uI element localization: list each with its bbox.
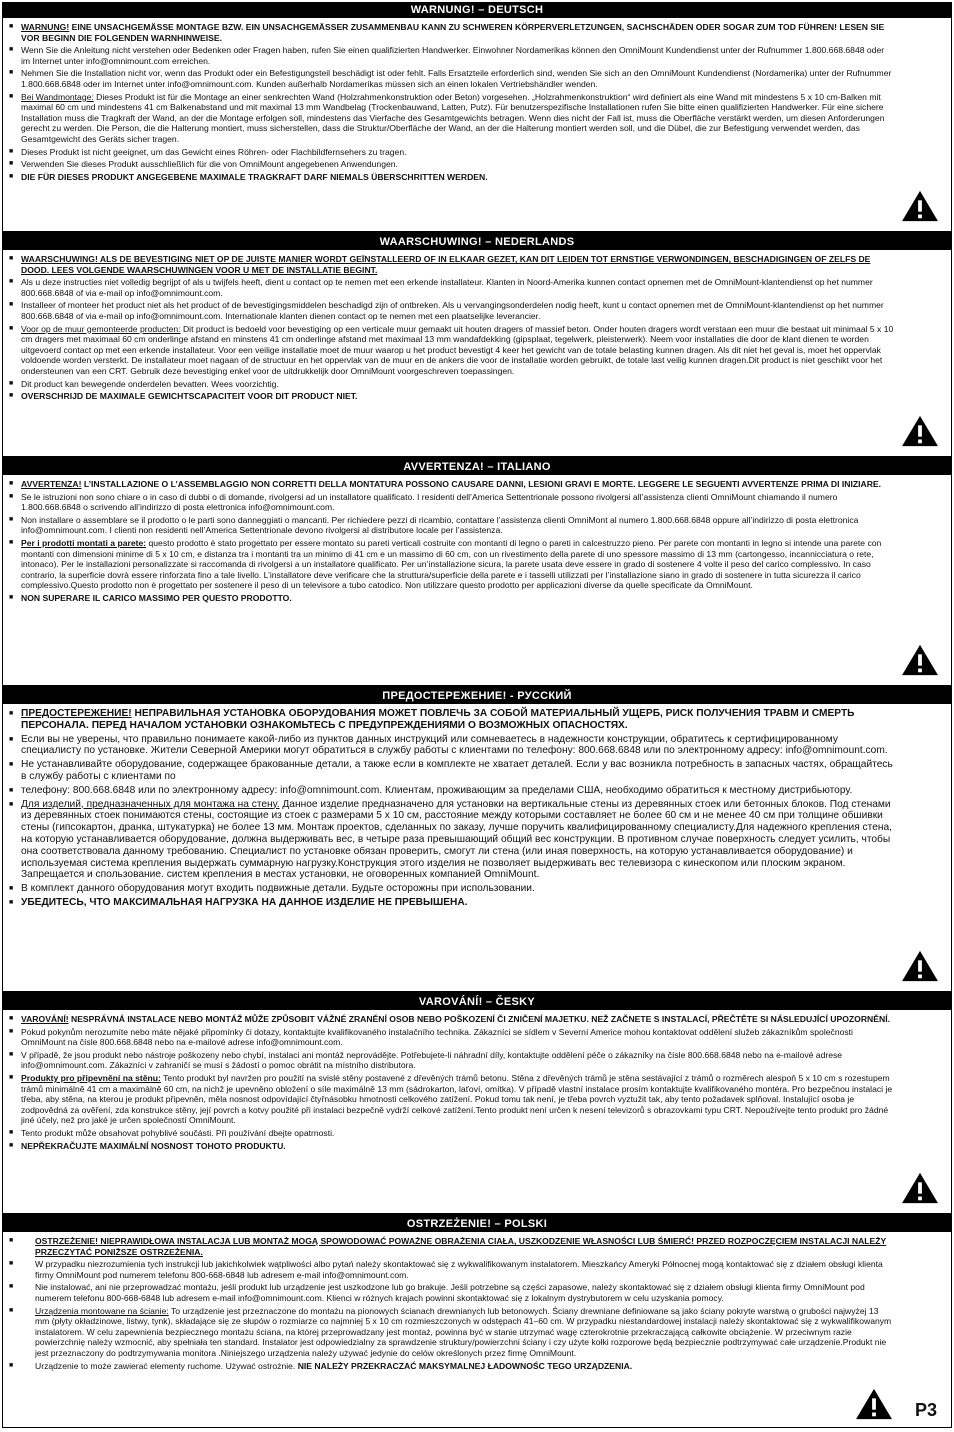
section-russian (3, 689, 951, 995)
warning-triangle-icon (899, 189, 941, 223)
list-item (9, 1014, 895, 1025)
warning-list (3, 704, 951, 913)
warning-text: NESPRÁVNÁ INSTALACE NEBO MONTÁŽ MŮŽE ZPŮSOBIT VÁŽNÉ ZRANĚNÍ OSOB NEBO POŠKOZENÍ ČI ZNIČENÍ MAJETKU. NEŽ ZAČNETE S INSTALACÍ, PŘEČTĚTE SI NÁSLEDUJÍCÍ UPOZORNĚNÍ. (68, 1014, 890, 1024)
list-item (9, 92, 895, 145)
list-item: ■ Tento produkt může obsahovat pohyblivé součásti. Při používání dbejte opatrnosti. (9, 1128, 895, 1139)
list-item: ■ Nie instalować, ani nie przeprowadzać montażu, jeśli produkt lub urządzenie jest uszkodzone lub go brakuje. Jeśli potrzebne są części zapasowe, należy skontaktować się z działem obsługi klienta firmy OmniMount pod numerem telefonu 800-668-6848 lub adresem e-mail info@omnimount.com. Klienci w różnych krajach powinni skontaktować się z lokalnym dystrybutorem w celu uzyskania pomocy. (9, 1282, 895, 1303)
warning-list (3, 1232, 951, 1375)
list-item (9, 538, 895, 591)
list-item: ■ OVERSCHRIJD DE MAXIMALE GEWICHTSCAPACITEIT VOOR DIT PRODUCT NIET. (9, 391, 895, 402)
warning-lead: VAROVÁNÍ! (21, 1014, 69, 1024)
warning-text: НЕПРАВИЛЬНАЯ УСТАНОВКА ОБОРУДОВАНИЯ МОЖЕТ ПОВЛЕЧЬ ЗА СОБОЙ МАТЕРИАЛЬНЫЙ УЩЕРБ, РИСК ПОЛУЧЕНИЯ ТРАВМ И СМЕРТЬ ПЕРСОНАЛА. ПЕРЕД НАЧАЛОМ УСТАНОВКИ ОЗНАКОМЬТЕСЬ С ПРЕДУПРЕЖДЕНИЯМИ О ВОЗМОЖНЫХ ОПАСНОСТЯХ. (21, 708, 855, 731)
warning-list (3, 1010, 951, 1155)
list-item: ■ Nehmen Sie die Installation nicht vor, wenn das Produkt oder ein Befestigungsteil beschädigt ist oder fehlt. Falls Ersatzteile erforderlich sind, wenden Sie sich an den OmniMount Kundendienst (Nordamerika) unter der Rufnummer 1.800.668.6848 oder im Internet unter info@omnimount.com. Kunden außerhalb Nordamerikas müssen sich an einen lokalen Vertriebshändler wenden. (9, 68, 895, 89)
warning-list (3, 250, 951, 406)
item-text: questo prodotto è stato progettato per essere montato su pareti verticali costruite con montanti di legno o pareti in calcestruzzo pieno. Per parete con montanti in legno si intende una parete con montanti con dimensioni minime di 5 x 10 cm, e distanza tra i montanti tra un minimo di 41 cm e un massimo di 60 cm, con un rivestimento della parete di uno spessore massimo di 13 mm (cartongesso, incannicciatura o rete, intonaco). Per le installazioni personalizzate si raccomanda di rivolgersi a un installatore qualificato. Per un’installazione sicura, la parete usata deve essere in grado di sostenere 4 volte il peso del carico complessivo. In caso contrario, la superficie dovrà essere rinforzata fino a tale livello. L’installatore deve verificare che la struttura/superficie della parete e i tasselli utilizzati per l’installazione siano in grado di sostenere in tutta sicurezza il carico complessivo.Questo prodotto non è progettato per sostenere il peso di un televisore a tubo catodico. Non utilizzare questo prodotto per applicazioni diverse da quelle specificate da OmniMount. (21, 537, 882, 591)
item-lead: Для изделий, предназначенных для монтажа на стену. (21, 798, 280, 810)
warning-list (3, 475, 951, 608)
warning-text: EINE UNSACHGEMÄSSE MONTAGE BZW. EIN UNSACHGEMÄSSER ZUSAMMENBAU KANN ZU SCHWEREN KÖRPERVERLETZUNGEN, SACHSCHÄDEN ODER SOGAR ZUM TOD FÜHREN! LESEN SIE VOR BEGINN DIE FOLGENDEN WARNHINWEISE. (21, 22, 885, 43)
warning-triangle-icon (899, 643, 941, 677)
list-item: ■ Als u deze instructies niet volledig begrijpt of als u twijfels heeft, dient u contact op te nemen met een erkende installateur. Klanten in Noord-Amerika kunnen contact opnemen met de OmniMount-klantendienst op het nummer 800.668.6848 of via e-mail op info@omnimount.com. (9, 277, 895, 298)
list-item (9, 22, 895, 43)
page-number: P3 (914, 1400, 937, 1420)
list-item: ■ OSTRZEŻENIE! NIEPRAWIDŁOWA INSTALACJA LUB MONTAŻ MOGĄ SPOWODOWAĆ POWAŻNE OBRAŻENIA CIAŁA, USZKODZENIE WŁASNOŚCI LUB ŚMIERĆ! PRZED ROZPOCZĘCIEM INSTALACJI NALEŻY PRZECZYTAĆ PONIŻSZE OSTRZEŻENIA. (9, 1236, 895, 1257)
section-german (3, 3, 951, 235)
list-item: ■ телефону: 800.668.6848 или по электронному адресу: info@omnimount.com. Клиентам, проживающим за пределами США, необходимо обратиться к местному дистрибьютору. (9, 785, 895, 797)
warning-text: L’INSTALLAZIONE O L’ASSEMBLAGGIO NON CORRETTI DELLA MONTATURA POSSONO CAUSARE DANNI, LESIONI GRAVI E MORTE. LEGGERE LE SEGUENTI AVVERTENZE PRIMA DI INIZIARE. (81, 479, 882, 489)
list-item: ■ Non installare o assemblare se il prodotto o le parti sono danneggiati o mancanti. Per richiedere pezzi di ricambio, contattare l’assistenza clienti OmniMont al numero 1.800.668.6848 oppure all’indirizzo di posta elettronica info@omnimount.com. I clienti non residenti nell’America Settentrionale devono rivolgersi al distributore locale per l’assistenza. (9, 515, 895, 536)
list-item: ■ Wenn Sie die Anleitung nicht verstehen oder Bedenken oder Fragen haben, rufen Sie einen qualifizierten Handwerker. Einwohner Nordamerikas können den OmniMount Kundendienst unter der Rufnummer 1.800.668.6848 oder im Internet unter info@omnimount.com erreichen. (9, 45, 895, 66)
warning-lead: ПРЕДОСТЕРЕЖЕНИЕ! (21, 708, 132, 719)
list-item: ■ NEPŘEKRAČUJTE MAXIMÁLNÍ NOSNOST TOHOTO PRODUKTU. (9, 1141, 895, 1152)
section-title: OSTRZEŻENIE! – POLSKI (3, 1217, 951, 1232)
list-item: ■ В комплект данного оборудования могут входить подвижные детали. Будьте осторожны при использовании. (9, 883, 895, 895)
warning-triangle-icon (853, 1387, 895, 1421)
item-text: Данное изделие предназначено для установки на вертикальные стены из деревянных стоек или бетонных блоков. Под стенами из деревянных стоек понимаются стены, состоящие из стоек с размерами 5 x 10 см, расстояние между которыми составляет не более 60 см и не менее 40 см при толщине обшивки стены (гипсокартон, дранка, штукатурка) не более 13 мм. Монтаж проектов, сделанных по заказу, лучше поручить квалифицированному специалисту.Для надежного крепления стена, на которую устанавливается оборудование, должна выдерживать вес, в четыре раза превышающий общий вес конструкции. В противном случае поверхность следует усилить, чтобы она соответствовала данному требованию. Специалист по установке обязан проверить, смогут ли стена (или иная поверхность, на которую устанавливается оборудование) и используемая система крепления выдержать суммарную нагрузку.Конструкция этого изделия не позволяет выдерживать вес телевизора с кинескопом или плоским экраном. Запрещается и спользование. систем крепления в местах установки, не оговоренных компанией OmniMount. (21, 798, 892, 881)
list-item: ■ Dit product kan bewegende onderdelen bevatten. Wees voorzichtig. (9, 379, 895, 390)
list-item: ■ V případě, že jsou produkt nebo nástroje poškozeny nebo chybí, instalaci ani montáž neprovádějte. Potřebujete-li náhradní díly, kontaktujte oddělení péče o zákazníky na čísle 800.668.6848 nebo na e-mailové adrese info@omnimount.com. Zákazníci v zahraničí se musí s žádostí o pomoc obrátit na místního distributora. (9, 1050, 895, 1071)
item-text: Tento produkt byl navržen pro použití na svislé stěny postavené z dřevěných trámů betonu. Stěna z dřevěných trámů je stěna sestávající z trámů o rozměrech alespoň 5 x 10 cm s rozestupem trámů minimálně 41 cm a maximálně 60 cm, na nichž je upevněno obložení o síle maximálně 13 mm (sádrokarton, laťoví, omítka). V případě vlastní instalace prosím kontaktujte kvalifikovaného montéra. Pro bezpečnou instalaci je třeba, aby stěna, na kterou je produkt připevněn, měla nosnost odpovídající čtyřnásobku hmotnosti celkového zatížení. Pokud tomu tak není, je třeba povrch vyztužit tak, aby tento požadavek splňoval. Instalující osoba je zodpovědná za ověření, zda konstrukce stěny, její povrch a kotvy použité při instalaci bezpečně vydrží celkové zatížení.Tento produkt není určen k nesení televizorů s obrazovkami typu CRT. Nepoužívejte tento produkt pro žádné jiné účely, než pro jaké je určen společností OmniMount. (21, 1072, 893, 1126)
warning-lead: WARNUNG! (21, 22, 70, 32)
warning-triangle-icon (899, 1171, 941, 1205)
list-item: ■ DIE FÜR DIESES PRODUKT ANGEGEBENE MAXIMALE TRAGKRAFT DARF NIEMALS ÜBERSCHRITTEN WERDEN. (9, 172, 895, 183)
list-item (9, 708, 895, 732)
list-item: ■ Если вы не уверены, что правильно понимаете какой-либо из пунктов данных инструкций или сомневаетесь в надежности конструкции, обратитесь к сертифицированному специалисту по установке. Жители Северной Америки могут обратиться в службу работы с клиентами по телефону: 800.668.6848 или по электронному адресу: info@omnimount.com. (9, 734, 895, 758)
item-text: Dieses Produkt ist für die Montage an einer senkrechten Wand (Holzrahmenkonstruktion oder Beton) vorgesehen. „Holzrahmenkonstruktion“ wird definiert als eine Wand mit mindestens 5 x 10 cm-Balken mit maximal 60 cm und mindestens 41 cm Balkenabstand und mit maximal 13 mm Wandbelag (Trockenbauwand, Latten, Putz). Für benutzerspezifische Installationen rufen Sie bitte einen qualifizierten Handwerker. Für eine sichere Installation muss die Tragkraft der Wand, an der die Montage erfolgen soll, mindestens das Vierfache des Gesamtgewichts betragen. Wenn dies nicht der Fall ist, muss die Oberfläche verstärkt werden, um diesen Anforderungen gerecht zu werden. Die Person, die die Halterung montiert, muss sicherstellen, dass die Struktur/Oberfläche der Wand, an der die Halterung montiert werden soll, und die Dübel, die zur Befestigung verwendet werden, das Gesamtgewicht des Geräts sicher tragen. (21, 91, 885, 144)
warning-lead: AVVERTENZA! (21, 479, 82, 489)
list-item: ■ WAARSCHUWING! ALS DE BEVESTIGING NIET OP DE JUISTE MANIER WORDT GEÏNSTALLEERD OF IN ELKAAR GEZET, KAN DIT LEIDEN TOT ERNSTIGE VERWONDINGEN, BESCHADIGINGEN OF ZELFS DE DOOD. LEES VOLGENDE WAARSCHUWINGEN VOOR U MET DE INSTALLATIE BEGINT. (9, 254, 895, 275)
list-item: ■ УБЕДИТЕСЬ, ЧТО МАКСИМАЛЬНАЯ НАГРУЗКА НА ДАННОЕ ИЗДЕЛИЕ НЕ ПРЕВЫШЕНА. (9, 897, 895, 909)
section-title: WARNUNG! – DEUTSCH (3, 3, 951, 18)
section-title: AVVERTENZA! – ITALIANO (3, 460, 951, 475)
warning-triangle-icon (899, 414, 941, 448)
list-item (9, 324, 895, 377)
item-lead: Urządzenia montowane na ścianie: (35, 1305, 169, 1316)
section-title: VAROVÁNÍ! – ČESKY (3, 995, 951, 1010)
list-item: ■ W przypadku niezrozumienia tych instrukcji lub jakichkolwiek wątpliwości albo pytań należy skontaktować się z wykwalifikowanym instalatorem. Mieszkańcy Ameryki Północnej mogą kontaktować się z działem obsługi klienta firmy OmniMount pod numerem telefonu 800-668-6848 lub adresem e-mail info@omnimount.com. (9, 1259, 895, 1280)
item-text: To urządzenie jest przeznaczone do montażu na pionowych ścianach drewnianych lub betonowych. Ściany drewniane definiowane są jako ściany pokryte warstwą o grubości najwyżej 13 mm (płyty okładzinowe, listwy, tynk), składające się ze słupów o rozmiarze co najmniej 5 x 10 cm rozmieszczonych w odstępach 41–60 cm. W przypadku niestandardowej instalacji należy skontaktować się z wykwalifikowanym instalatorem. W celu zapewnienia bezpiecznego montażu ściana, na której przeprowadzany jest montaż, powinna być w stanie utrzymać wagę czterokrotnie przekraczającą całkowite obciążenie. W przeciwnym razie powierzchnię należy wzmocnić, aby spełniała ten standard. Instalator jest odpowiedzialny za sprawdzenie struktury/powierzchni ściany i czy użyte kołki rozporowe będą bezpiecznie podtrzymywać całe urządzenie.Produkt nie jest przeznaczony do podtrzymywania monitora .Niniejszego urządzenia należy używać jedynie do celów określonych przez firmę OmniMount. (35, 1305, 892, 1358)
item-lead: Bei Wandmontage: (21, 91, 94, 102)
item-lead: Per i prodotti montati a parete: (21, 537, 147, 548)
list-item: ■ Pokud pokynům nerozumíte nebo máte nějaké připomínky či dotazy, kontaktujte kvalifikovaného instalačního technika. Zákazníci se sídlem v Severní Americe mohou kontaktovat oddělení služeb zákazníkům společnosti OmniMount na čísle 800.668.6848 nebo na e-mailové adrese info@omnimount.com. (9, 1027, 895, 1048)
section-dutch (3, 235, 951, 460)
document-page (2, 2, 952, 1428)
item-text: Dit product is bedoeld voor bevestiging op een verticale muur gemaakt uit houten dragers of massief beton. Onder houten dragers wordt verstaan een muur die bestaat uit minimaal 5 x 10 cm dragers met maximaal 60 cm onderlinge afstand en minstens 41 cm onderlinge afstand met maximaal 13 mm wandafdekking (gipsplaat, tegelwerk, pleisterwerk). Neem voor installaties die door de klant dienen te worden uitgevoerd contact op met een erkende installateur. Voor een veilige installatie moet de muur waarop u het product bevestigt 4 keer het gewicht van de totale belasting kunnen dragen. Als dit niet het geval is, moet het oppervlak voldoende worden versterkt. De installateur moet nagaan of de structuur en het oppervlak van de muur en de ankers die voor de installatie worden gebruikt, de totale last veilig kunnen dragen.Dit product is niet geschikt voor het ondersteunen van een CRT. Gebruik deze bevestiging enkel voor de uitdrukkelijk door OmniMount voorgeschreven toepassingen. (21, 323, 894, 376)
list-item: ■ Dieses Produkt ist nicht geeignet, um das Gewicht eines Röhren- oder Flachbildfernsehers zu tragen. (9, 147, 895, 158)
item-emphasis: NIE NALEŻY PRZEKRACZAĆ MAKSYMALNEJ ŁADOWNOŚC TEGO URZĄDZENIA. (295, 1360, 633, 1371)
section-czech (3, 995, 951, 1217)
list-item (9, 799, 895, 882)
list-item (9, 479, 895, 490)
list-item: ■ Не устанавливайте оборудование, содержащее бракованные детали, а также если в комплекте не хватает деталей. Если у вас возникла потребность в запасных частях, обращайтесь в службу работы с клиентами по (9, 759, 895, 783)
list-item: ■ Verwenden Sie dieses Produkt ausschließlich für die von OmniMount angegebenen Anwendungen. (9, 159, 895, 170)
list-item (9, 1073, 895, 1126)
warning-list (3, 18, 951, 186)
section-polish (3, 1217, 951, 1429)
section-title: ПРЕДОСТЕРЕЖЕНИЕ! - РУССКИЙ (3, 689, 951, 704)
item-text: Urządzenie to może zawierać elementy ruchome. Używać ostrożnie. (35, 1360, 296, 1371)
list-item: ■ NON SUPERARE IL CARICO MASSIMO PER QUESTO PRODOTTO. (9, 593, 895, 604)
list-item (9, 1306, 895, 1359)
section-title: WAARSCHUWING! – NEDERLANDS (3, 235, 951, 250)
item-lead: Voor op de muur gemonteerde producten: (21, 323, 181, 334)
item-lead: Produkty pro připevnění na stěnu: (21, 1072, 161, 1083)
list-item: ■ Se le istruzioni non sono chiare o in caso di dubbi o di domande, rivolgersi ad un installatore qualificato. I residenti dell’America Settentrionale possono rivolgersi all’assistenza clienti OmniMount chiamando il numero 1.800.668.6848 o scrivendo all’indirizzo di posta elettronica info@omnimount.com. (9, 492, 895, 513)
list-item: ■ Installeer of monteer het product niet als het product of de bevestigingsmiddelen beschadigd zijn of ontbreken. Als u vervangingsonderdelen nodig heeft, kunt u contact opnemen met de OmniMount-klantendienst op het nummer 800.668.6848 of via e-mail op info@omnimount.com. Internationale klanten dienen contact op te nemen met een plaatselijke leverancier. (9, 300, 895, 321)
list-item (9, 1361, 895, 1372)
section-italian (3, 460, 951, 689)
warning-triangle-icon (899, 949, 941, 983)
